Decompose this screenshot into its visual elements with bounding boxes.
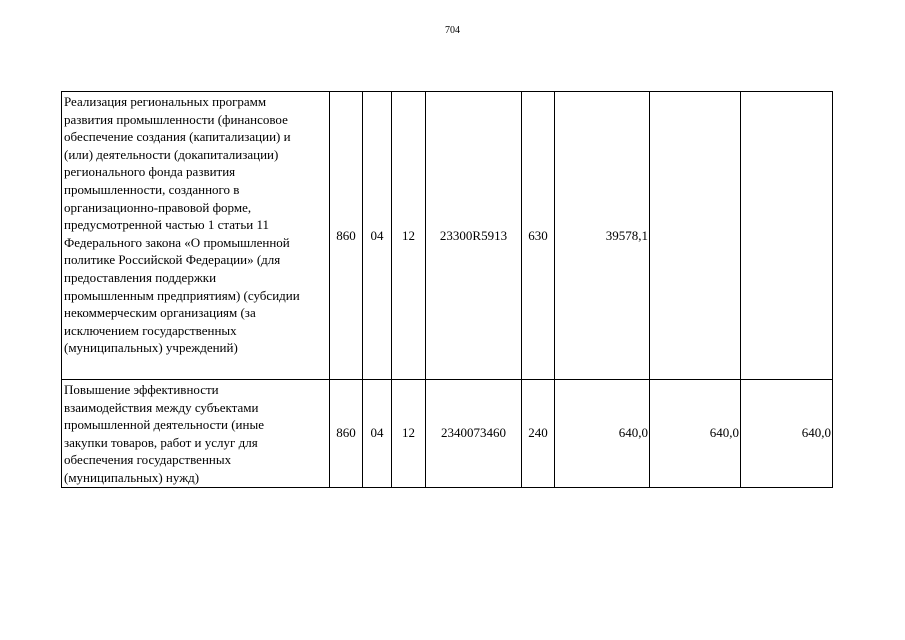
description-line: развития промышленности (финансовое <box>64 111 288 127</box>
description-line: Реализация региональных программ <box>64 94 267 109</box>
table-row <box>62 380 833 488</box>
description-line: (или) деятельности (докапитализации) <box>64 146 279 162</box>
description-line: закупки товаров, работ и услуг для <box>64 434 258 450</box>
description-line: взаимодействия между субъектами <box>64 399 259 415</box>
row-description <box>62 92 330 380</box>
target-article-code: 2340073460 <box>426 380 522 488</box>
budget-table <box>61 91 833 488</box>
description-line: организационно-правовой форме, <box>64 199 252 215</box>
description-line: (муниципальных) нужд) <box>64 469 200 485</box>
section-code: 04 <box>363 92 392 380</box>
description-line: предусмотренной частью 1 статьи 11 <box>64 217 270 233</box>
description-line: политике Российской Федерации» (для <box>64 252 281 268</box>
amount-2: 640,0 <box>650 380 741 488</box>
ministry-code: 860 <box>330 380 363 488</box>
section-code: 04 <box>363 380 392 488</box>
target-article-code: 23300R5913 <box>426 92 522 380</box>
amount-2 <box>650 92 741 380</box>
ministry-code: 860 <box>330 92 363 380</box>
amount-1: 39578,1 <box>555 92 650 380</box>
amount-3: 640,0 <box>741 380 833 488</box>
description-line: исключением государственных <box>64 322 237 338</box>
expense-type-code: 240 <box>522 380 555 488</box>
description-line: предоставления поддержки <box>64 269 217 285</box>
subsection-code: 12 <box>392 380 426 488</box>
description-line: промышленной деятельности (иные <box>64 417 264 433</box>
description-line: Федерального закона «О промышленной <box>64 234 290 250</box>
description-line: промышленности, созданного в <box>64 181 240 197</box>
amount-1: 640,0 <box>555 380 650 488</box>
amount-3 <box>741 92 833 380</box>
description-line: (муниципальных) учреждений) <box>64 340 238 356</box>
description-line: промышленным предприятиям) (субсидии <box>64 287 300 303</box>
description-line: обеспечения государственных <box>64 452 232 468</box>
page-number: 704 <box>445 25 460 36</box>
description-line: Повышение эффективности <box>64 382 219 397</box>
row-description <box>62 380 330 488</box>
table-row <box>62 92 833 380</box>
description-line: регионального фонда развития <box>64 164 236 180</box>
expense-type-code: 630 <box>522 92 555 380</box>
description-line: обеспечение создания (капитализации) и <box>64 129 291 145</box>
description-line: некоммерческим организациям (за <box>64 305 256 321</box>
subsection-code: 12 <box>392 92 426 380</box>
